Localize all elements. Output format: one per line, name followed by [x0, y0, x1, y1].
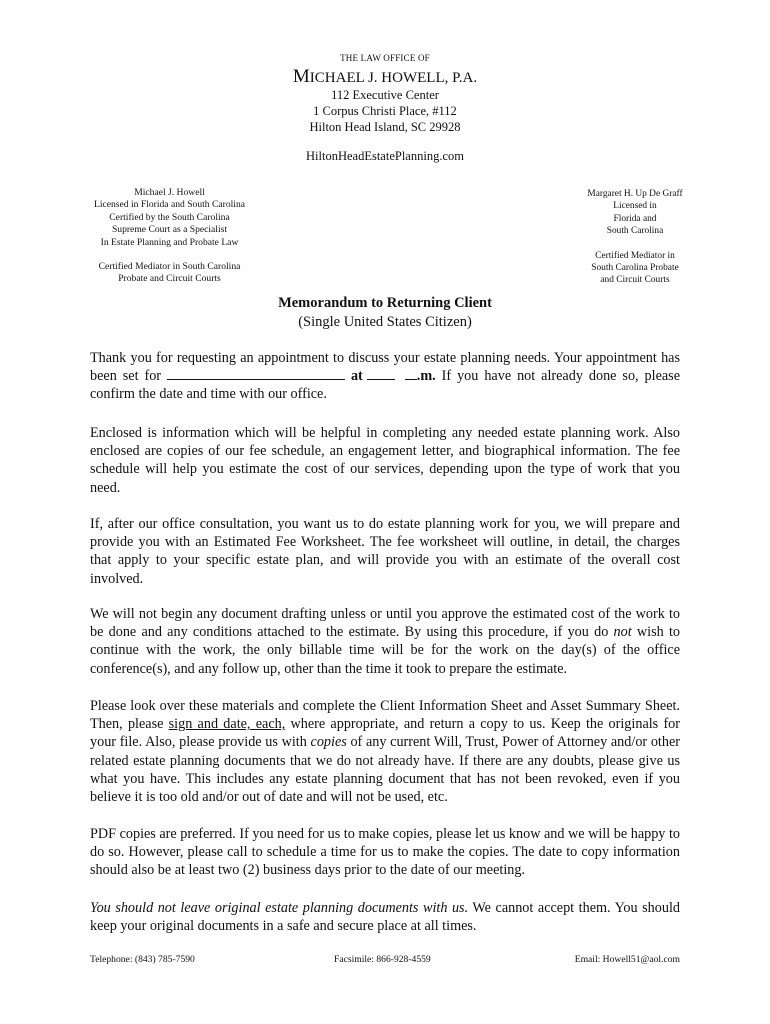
paragraph-originals: [90, 899, 680, 935]
firm-name: [0, 66, 770, 88]
firm-name-rest: ICHAEL J. HOWELL, P.A.: [309, 70, 478, 86]
attorney-line: Michael J. Howell: [134, 187, 205, 198]
paragraph-text: Thank you for requesting an appointment to discuss your estate planning needs. Your appointment has been set for: [90, 350, 680, 385]
attorney-line: Supreme Court as a Specialist: [111, 224, 228, 236]
attorney-line: Certified by the South Carolina: [109, 211, 230, 223]
paragraph-text: We will not begin any document drafting unless or until you approve the estimated cost of the work to be done and any conditions attached to the estimate. By using this procedure, if you do: [90, 606, 680, 641]
paragraph-enclosed: Enclosed is information which will be helpful in completing any needed estate planning work. Also enclosed are copies of our fee schedule, an engagement letter, and biographical information. The fee schedule will help you estimate the cost of our services, depending upon the type of work that you need.: [90, 425, 680, 496]
footer-email: Email: Howell51@aol.com: [574, 954, 680, 965]
footer-telephone: Telephone: (843) 785-7590: [90, 954, 195, 965]
paragraph-consultation: If, after our office consultation, you want us to do estate planning work for you, we will prepare and provide you with an Estimated Fee Worksheet. The fee worksheet will outline, in detail, the charges that apply to your specific estate plan, and will provide you with an estimate of the overall cost involved.: [90, 516, 680, 587]
emphasis-copies: copies: [310, 734, 347, 751]
attorney-line: and Circuit Courts: [600, 275, 670, 286]
memo-title: Memorandum to Returning Client: [278, 295, 492, 311]
date-blank: [167, 367, 345, 380]
emphasis-not: not: [613, 624, 632, 641]
attorney-line: Certified Mediator in South Carolina: [98, 261, 241, 273]
at-label: at: [350, 368, 363, 385]
firm-address: [0, 87, 770, 135]
left-attorney-block: [88, 187, 251, 286]
footer-facsimile: Facsimile: 866-928-4559: [334, 954, 431, 965]
attorney-line: South Carolina Probate: [591, 263, 679, 274]
underlined-sign-date: sign and date, each,: [168, 716, 286, 733]
paragraph-text: wish to continue with the work, the only billable time will be for the work on the day(s) of the office conference(s), and any follow up, other than the time it took to prepare the estimate.: [90, 624, 680, 677]
attorney-line: In Estate Planning and Probate Law: [100, 236, 239, 248]
ampm-blank: [405, 367, 417, 380]
paragraph-drafting: [90, 605, 680, 678]
time-blank: [367, 367, 395, 380]
right-attorney-block: [580, 188, 690, 287]
emphasis-originals: You should not leave original estate planning documents with us.: [90, 900, 469, 916]
paragraph-materials: [90, 697, 680, 806]
m-label: .m.: [416, 368, 436, 385]
firm-name-initial: M: [292, 66, 310, 87]
paragraph-text: We cannot accept them. You should keep your original documents in a safe and secure place at all times.: [90, 900, 680, 935]
attorney-line: Certified Mediator in: [595, 250, 675, 261]
paragraph-pdf-copies: PDF copies are preferred. If you need for us to make copies, please let us know and we will be happy to do so. However, please call to schedule a time for us to make the copies. The date to copy information should also be at least two (2) business days prior to the date of our meeting.: [90, 826, 680, 879]
firm-preheader: THE LAW OFFICE OF: [340, 53, 430, 63]
paragraph-text: Please look over these materials and complete the Client Information Sheet and Asset Summary Sheet. Then, please: [90, 698, 680, 733]
attorney-line: Probate and Circuit Courts: [118, 273, 221, 285]
address-line: 112 Executive Center: [331, 88, 439, 102]
attorney-line: Licensed in: [613, 201, 657, 212]
attorney-line: Licensed in Florida and South Carolina: [93, 199, 246, 211]
attorney-line: Margaret H. Up De Graff: [587, 189, 683, 199]
paragraph-text: where appropriate, and return a copy to us. Keep the originals for your file. Also, please provide us with: [90, 716, 680, 751]
attorney-line: South Carolina: [606, 226, 664, 237]
address-line: 1 Corpus Christi Place, #112: [313, 104, 457, 118]
firm-website: HiltonHeadEstatePlanning.com: [306, 149, 464, 163]
memo-subtitle: (Single United States Citizen): [298, 314, 472, 330]
attorney-line: Florida and: [613, 213, 657, 224]
paragraph-text: of any current Will, Trust, Power of Attorney and/or other related estate planning documents that we do not already have. If there are any doubts, please give us what you have. This includes any estate planning document that has not been revoked, even if you believe it is too old and/or out of date and will not be used, etc.: [90, 734, 680, 806]
paragraph-appointment: [90, 349, 680, 404]
paragraph-text: If you have not already done so, please confirm the date and time with our office.: [90, 368, 680, 403]
address-line: Hilton Head Island, SC 29928: [309, 120, 461, 134]
